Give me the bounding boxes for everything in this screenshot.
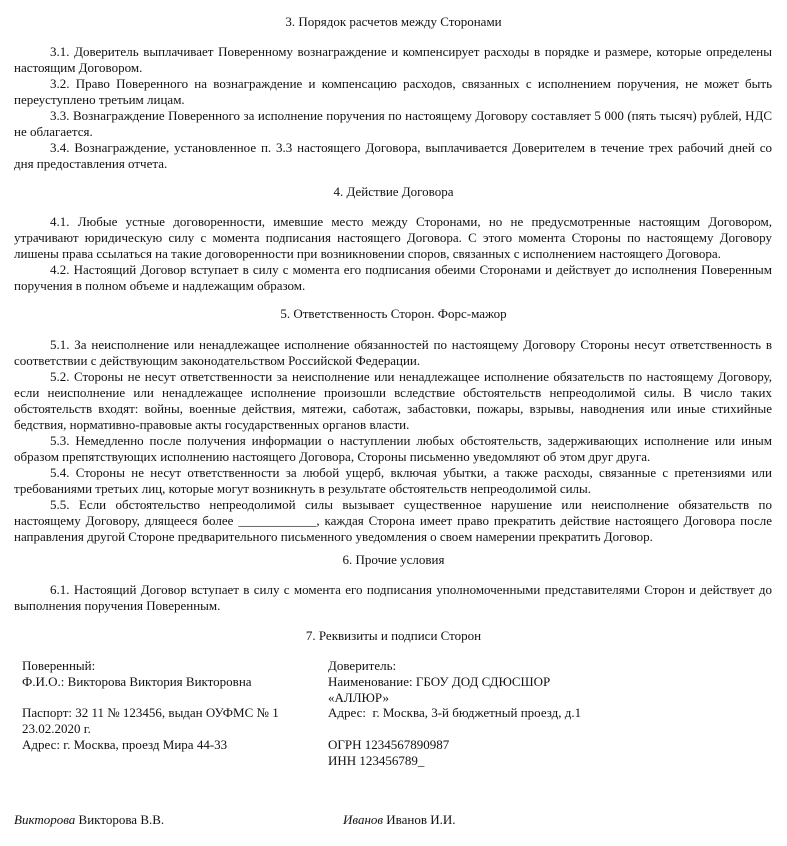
attorney-requisites	[22, 658, 279, 753]
section-4-title: 4. Действие Договора	[333, 184, 454, 199]
section-6-title: 6. Прочие условия	[342, 552, 445, 567]
principal-address: Адрес: г. Москва, 3-й бюджетный проезд, д.1	[328, 705, 582, 721]
attorney-fio: Ф.И.О.: Викторова Виктория Викторовна	[22, 673, 252, 689]
clause-3-4: 3.4. Вознаграждение, установленное п. 3.3 настоящего Договора, выплачивается Доверителем в течение трех рабочий дней со дня предоставления отчета.	[14, 140, 772, 171]
section-3-title: 3. Порядок расчетов между Сторонами	[285, 14, 502, 29]
clause-4-1: 4.1. Любые устные договоренности, имевшие место между Сторонами, но не предусмотренные настоящим Договором, утрачивают юридическую силу с момента подписания настоящего Договора. С этого момента Стороны по настоящему Договору лишены права ссылаться на такие договоренности при возникновении споров, связанных с исполнением настоящего Договора.	[14, 214, 772, 261]
clause-4-2: 4.2. Настоящий Договор вступает в силу с момента его подписания обеими Сторонами и действует до исполнения Поверенным поручения в полном объеме и надлежащим образом.	[14, 262, 772, 293]
principal-inn: ИНН 123456789_	[328, 752, 425, 768]
attorney-label: Поверенный:	[22, 658, 96, 673]
clause-5-3: 5.3. Немедленно после получения информации о наступлении любых обстоятельств, задерживающих исполнение или иным образом препятствующих исполнению настоящего Договора, Стороны письменно уведомляют об этом друг друга.	[14, 433, 772, 464]
spacer	[328, 721, 581, 737]
principal-name-cont: «АЛЛЮР»	[328, 689, 389, 705]
section-3-body	[14, 44, 772, 172]
attorney-signature: Викторова	[14, 812, 76, 827]
attorney-passport-date: 23.02.2020 г.	[22, 721, 91, 737]
clause-5-1: 5.1. За неисполнение или ненадлежащее исполнение обязанностей по настоящему Договору Стороны несут ответственность в соответствии с действующим законодательством Российской Федерации.	[14, 337, 772, 368]
principal-ogrn: ОГРН 1234567890987	[328, 736, 450, 752]
attorney-passport: Паспорт: 32 11 № 123456, выдан ОУФМС № 1	[22, 705, 279, 721]
spacer	[22, 690, 279, 706]
clause-3-2: 3.2. Право Поверенного на вознаграждение и компенсацию расходов, связанных с исполнением поручения, не может быть переуступлено третьим лицам.	[14, 76, 772, 107]
clause-3-1: 3.1. Доверитель выплачивает Поверенному вознаграждение и компенсирует расходы в порядке и размере, которые определены настоящим Договором.	[14, 44, 772, 75]
section-7-title: 7. Реквизиты и подписи Сторон	[305, 628, 482, 643]
principal-requisites	[328, 658, 581, 769]
clause-5-5: 5.5. Если обстоятельство непреодолимой силы вызывает существенное нарушение или неисполнение обязательств по настоящему Договору, длящееся более ____________, каждая Сторона имеет право прекратить действие настоящего Договора после направления другой Стороне предварительного письменного уведомления о своем намерении прекратить Договор.	[14, 497, 772, 544]
attorney-signature-name: Викторова В.В.	[78, 812, 165, 827]
section-6-body	[14, 582, 772, 614]
attorney-signature-block	[14, 812, 164, 828]
clause-5-4: 5.4. Стороны не несут ответственности за любой ущерб, включая убытки, а также расходы, связанные с претензиями или требованиями третьих лиц, которые могут возникнуть в результате обстоятельств непреодолимой силы.	[14, 465, 772, 496]
principal-signature: Иванов	[343, 812, 384, 827]
principal-label: Доверитель:	[328, 658, 397, 673]
principal-signature-name: Иванов И.И.	[386, 812, 456, 827]
clause-5-2: 5.2. Стороны не несут ответственности за неисполнение или ненадлежащее исполнение обязательств по настоящему Договору, если неисполнение или ненадлежащее исполнение произошли вследствие обстоятельств непреодолимой силы. В число таких обстоятельств входят: войны, военные действия, мятежи, саботаж, забастовки, пожары, взрывы, наводнения или иные стихийные бедствия, нормативно-правовые акты государственных органов власти.	[14, 369, 772, 432]
section-5-body	[14, 337, 772, 545]
attorney-address: Адрес: г. Москва, проезд Мира 44-33	[22, 736, 228, 752]
section-4-body	[14, 214, 772, 294]
principal-signature-block	[343, 812, 456, 828]
principal-name: Наименование: ГБОУ ДОД СДЮСШОР	[328, 673, 551, 689]
section-5-title: 5. Ответственность Сторон. Форс-мажор	[280, 306, 507, 321]
clause-3-3: 3.3. Вознаграждение Поверенного за исполнение поручения по настоящему Договору составляет 5 000 (пять тысяч) рублей, НДС не облагается.	[14, 108, 772, 139]
clause-6-1: 6.1. Настоящий Договор вступает в силу с момента его подписания уполномоченными представителями Сторон и действует до выполнения поручения Поверенным.	[14, 582, 772, 613]
